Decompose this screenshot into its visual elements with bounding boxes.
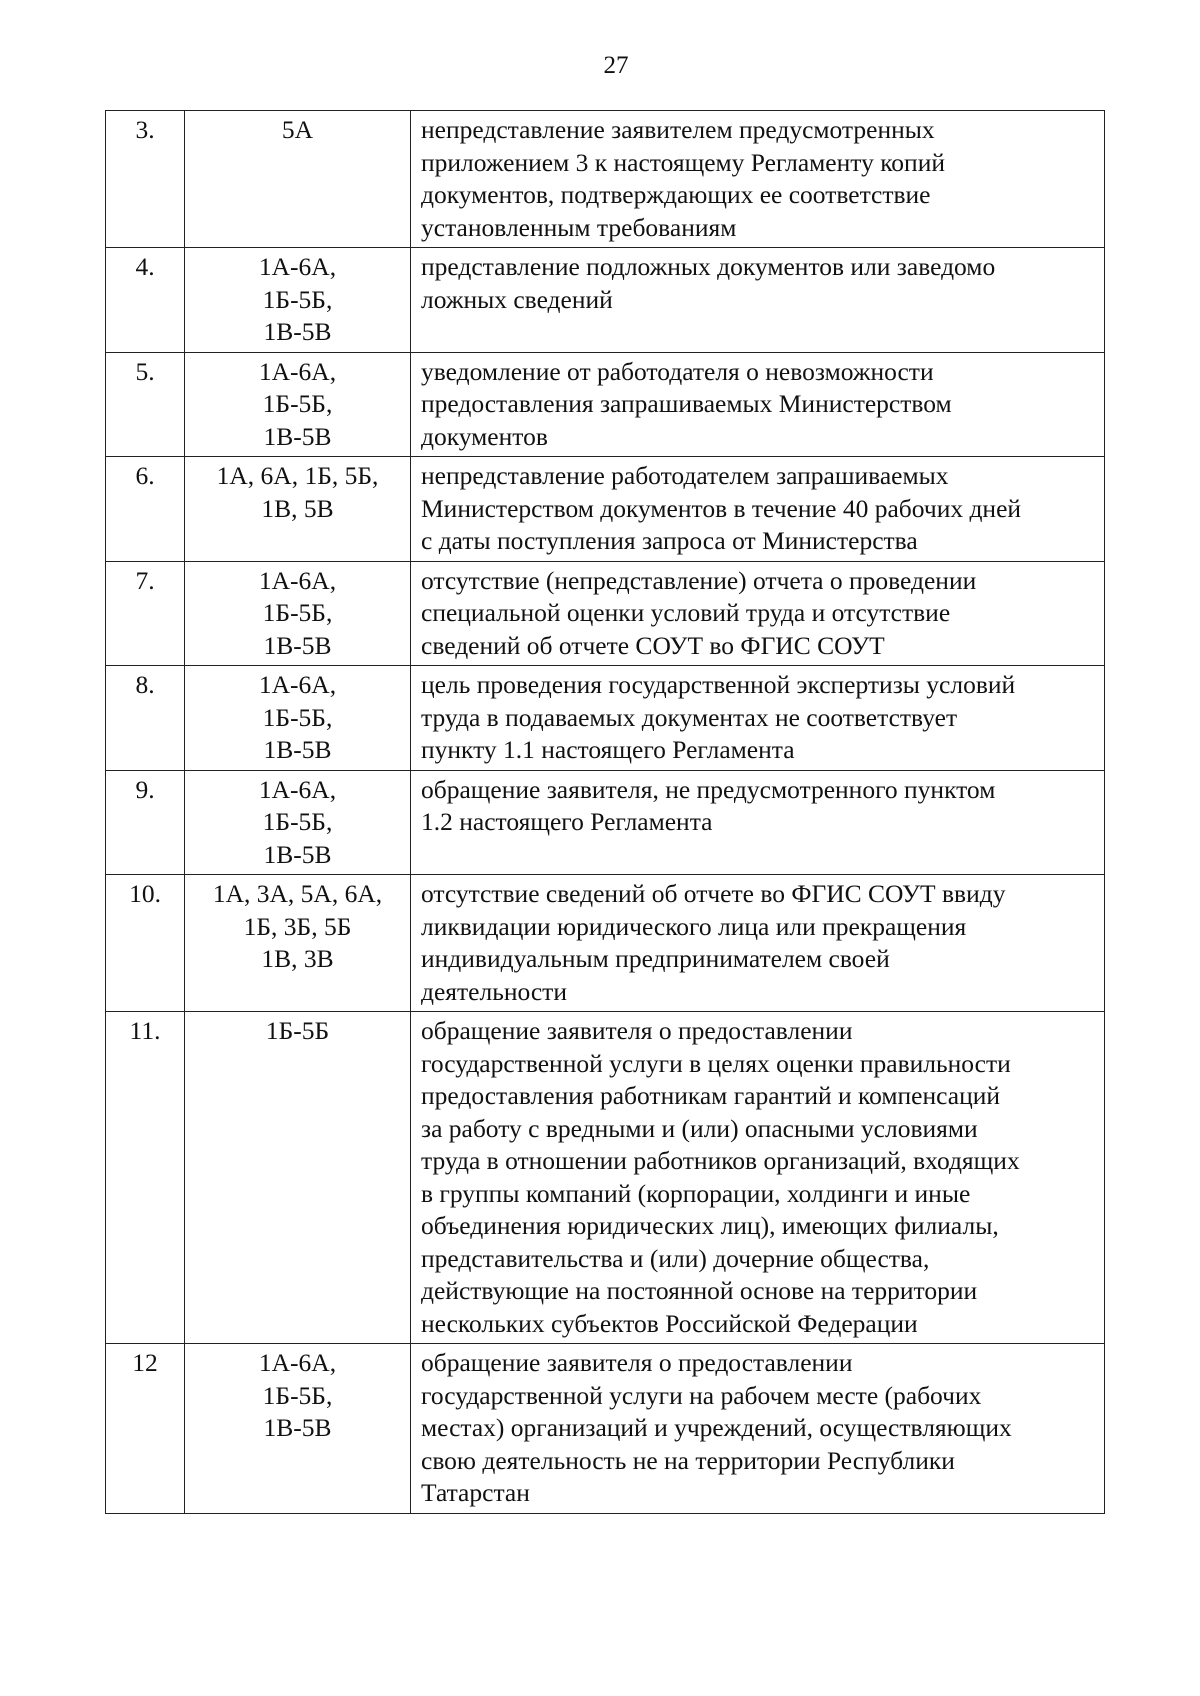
refusal-reason-line: уведомление от работодателя о невозможности	[421, 356, 934, 386]
row-number: 5.	[106, 352, 185, 457]
refusal-reason-line: специальной оценки условий труда и отсутствие	[421, 598, 951, 627]
reason-code-line: 1Б, 3Б, 5Б	[243, 911, 352, 941]
reason-code-line: 5А	[281, 115, 314, 144]
refusal-reason-line: свою деятельность не на территории Республики	[421, 1445, 955, 1475]
table-row	[106, 1012, 1105, 1344]
refusal-reason-line: Министерством документов в течение 40 рабочих дней	[421, 493, 1022, 523]
row-number: 3.	[106, 111, 185, 248]
refusal-reason	[411, 561, 1105, 666]
reason-code-line: 1Б-5Б	[265, 1016, 330, 1045]
refusal-reason	[411, 457, 1105, 562]
row-number: 11.	[106, 1012, 185, 1344]
refusal-reason-line: объединения юридических лиц), имеющих филиалы,	[421, 1211, 999, 1240]
refusal-reason-line: отсутствие сведений об отчете во ФГИС СОУТ ввиду	[421, 879, 1006, 908]
reason-code-line: 1А-6А,	[258, 670, 337, 699]
reason-code-line: 1Б-5Б,	[262, 702, 333, 732]
reason-code-line: 1А, 3А, 5А, 6А,	[212, 879, 383, 908]
refusal-reason-line: представление подложных документов или заведомо	[421, 252, 996, 281]
refusal-reason-line: сведений об отчете СОУТ во ФГИС СОУТ	[421, 630, 885, 660]
refusal-reason-line: труда в подаваемых документах не соответствует	[421, 702, 958, 732]
reason-code-line: 1В, 5В	[261, 493, 334, 523]
page-number: 27	[603, 52, 629, 79]
refusal-reason	[411, 111, 1105, 248]
reason-code-line: 1А-6А,	[258, 356, 337, 386]
reason-code-line: 1В-5В	[263, 421, 332, 451]
reason-codes	[185, 1344, 411, 1514]
refusal-reason-line: обращение заявителя о предоставлении	[421, 1016, 853, 1045]
reason-codes	[185, 1012, 411, 1344]
refusal-reason-line: документов	[421, 421, 548, 451]
refusal-reason-line: цель проведения государственной экспертизы условий	[421, 670, 1016, 699]
reason-code-line: 1В, 3В	[261, 944, 334, 973]
table-row	[106, 770, 1105, 875]
refusal-reason	[411, 1012, 1105, 1344]
table-body	[106, 111, 1105, 1514]
reason-code-line: 1А-6А,	[258, 1348, 337, 1377]
reason-code-line: 1В-5В	[263, 317, 332, 346]
table-row	[106, 666, 1105, 771]
refusal-reason-line: пункту 1.1 настоящего Регламента	[421, 735, 795, 764]
refusal-reason-line: Татарстан	[421, 1478, 530, 1507]
table-row	[106, 111, 1105, 248]
reason-code-line: 1А-6А,	[258, 774, 337, 804]
row-number: 12	[106, 1344, 185, 1514]
reason-code-line: 1Б-5Б,	[262, 284, 333, 314]
refusal-reason-line: непредставление заявителем предусмотренных	[421, 115, 935, 144]
refusal-reason	[411, 875, 1105, 1012]
row-number: 6.	[106, 457, 185, 562]
refusal-reason	[411, 1344, 1105, 1514]
refusal-reason-line: предоставления запрашиваемых Министерством	[421, 389, 952, 418]
table-row	[106, 561, 1105, 666]
reason-code-line: 1А-6А,	[258, 252, 337, 281]
refusal-reason-line: обращение заявителя, не предусмотренного пунктом	[421, 774, 996, 804]
refusal-reason	[411, 770, 1105, 875]
refusal-reason	[411, 248, 1105, 353]
row-number: 10.	[106, 875, 185, 1012]
reason-codes	[185, 352, 411, 457]
reason-codes	[185, 875, 411, 1012]
table-row	[106, 352, 1105, 457]
refusal-reason-line: в группы компаний (корпорации, холдинги и иные	[421, 1178, 971, 1208]
regulation-table	[105, 110, 1105, 1514]
row-number: 9.	[106, 770, 185, 875]
table-row	[106, 248, 1105, 353]
reason-codes	[185, 666, 411, 771]
refusal-reason-line: действующие на постоянной основе на территории	[421, 1276, 978, 1305]
reason-code-line: 1В-5В	[263, 735, 332, 764]
refusal-reason-line: 1.2 настоящего Регламента	[421, 807, 713, 836]
row-number: 4.	[106, 248, 185, 353]
row-number: 7.	[106, 561, 185, 666]
refusal-reason-line: приложением 3 к настоящему Регламенту копий	[421, 147, 945, 177]
reason-code-line: 1В-5В	[263, 630, 332, 660]
refusal-reason-line: установленным требованиям	[421, 212, 737, 242]
refusal-reason-line: документов, подтверждающих ее соответствие	[421, 180, 931, 209]
refusal-reason-line: нескольких субъектов Российской Федерации	[421, 1308, 918, 1338]
refusal-reason-line: непредставление работодателем запрашиваемых	[421, 461, 949, 490]
reason-code-line: 1В-5В	[263, 839, 332, 869]
table-row	[106, 875, 1105, 1012]
refusal-reason-line: ложных сведений	[421, 284, 613, 314]
refusal-reason	[411, 666, 1105, 771]
reason-codes	[185, 770, 411, 875]
refusal-reason-line: деятельности	[421, 976, 567, 1006]
refusal-reason-line: предоставления работникам гарантий и компенсаций	[421, 1081, 1001, 1110]
refusal-reason-line: местах) организаций и учреждений, осуществляющих	[421, 1413, 1012, 1442]
refusal-reason-line: с даты поступления запроса от Министерства	[421, 526, 918, 555]
refusal-reason-line: государственной услуги на рабочем месте (рабочих	[421, 1380, 982, 1410]
refusal-reason-line: государственной услуги в целях оценки правильности	[421, 1048, 1011, 1078]
refusal-reason-line: ликвидации юридического лица или прекращения	[421, 911, 967, 941]
reason-codes	[185, 457, 411, 562]
refusal-reason-line: индивидуальным предпринимателем своей	[421, 944, 890, 973]
reason-codes	[185, 248, 411, 353]
reason-codes	[185, 561, 411, 666]
reason-code-line: 1Б-5Б,	[262, 598, 333, 627]
refusal-reason-line: отсутствие (непредставление) отчета о проведении	[421, 565, 977, 595]
reason-code-line: 1Б-5Б,	[262, 1380, 333, 1410]
refusal-reason-line: обращение заявителя о предоставлении	[421, 1348, 853, 1377]
refusal-reason-line: представительства и (или) дочерние общества,	[421, 1243, 930, 1273]
reason-code-line: 1А-6А,	[258, 565, 337, 595]
reason-codes	[185, 111, 411, 248]
refusal-reason-line: труда в отношении работников организаций, входящих	[421, 1146, 1020, 1175]
table-row	[106, 457, 1105, 562]
reason-code-line: 1Б-5Б,	[262, 389, 333, 418]
row-number: 8.	[106, 666, 185, 771]
reason-code-line: 1А, 6А, 1Б, 5Б,	[216, 461, 379, 490]
table-row	[106, 1344, 1105, 1514]
reason-code-line: 1В-5В	[263, 1413, 332, 1442]
refusal-reason-line: за работу с вредными и (или) опасными условиями	[421, 1113, 978, 1143]
refusal-reason	[411, 352, 1105, 457]
reason-code-line: 1Б-5Б,	[262, 807, 333, 836]
